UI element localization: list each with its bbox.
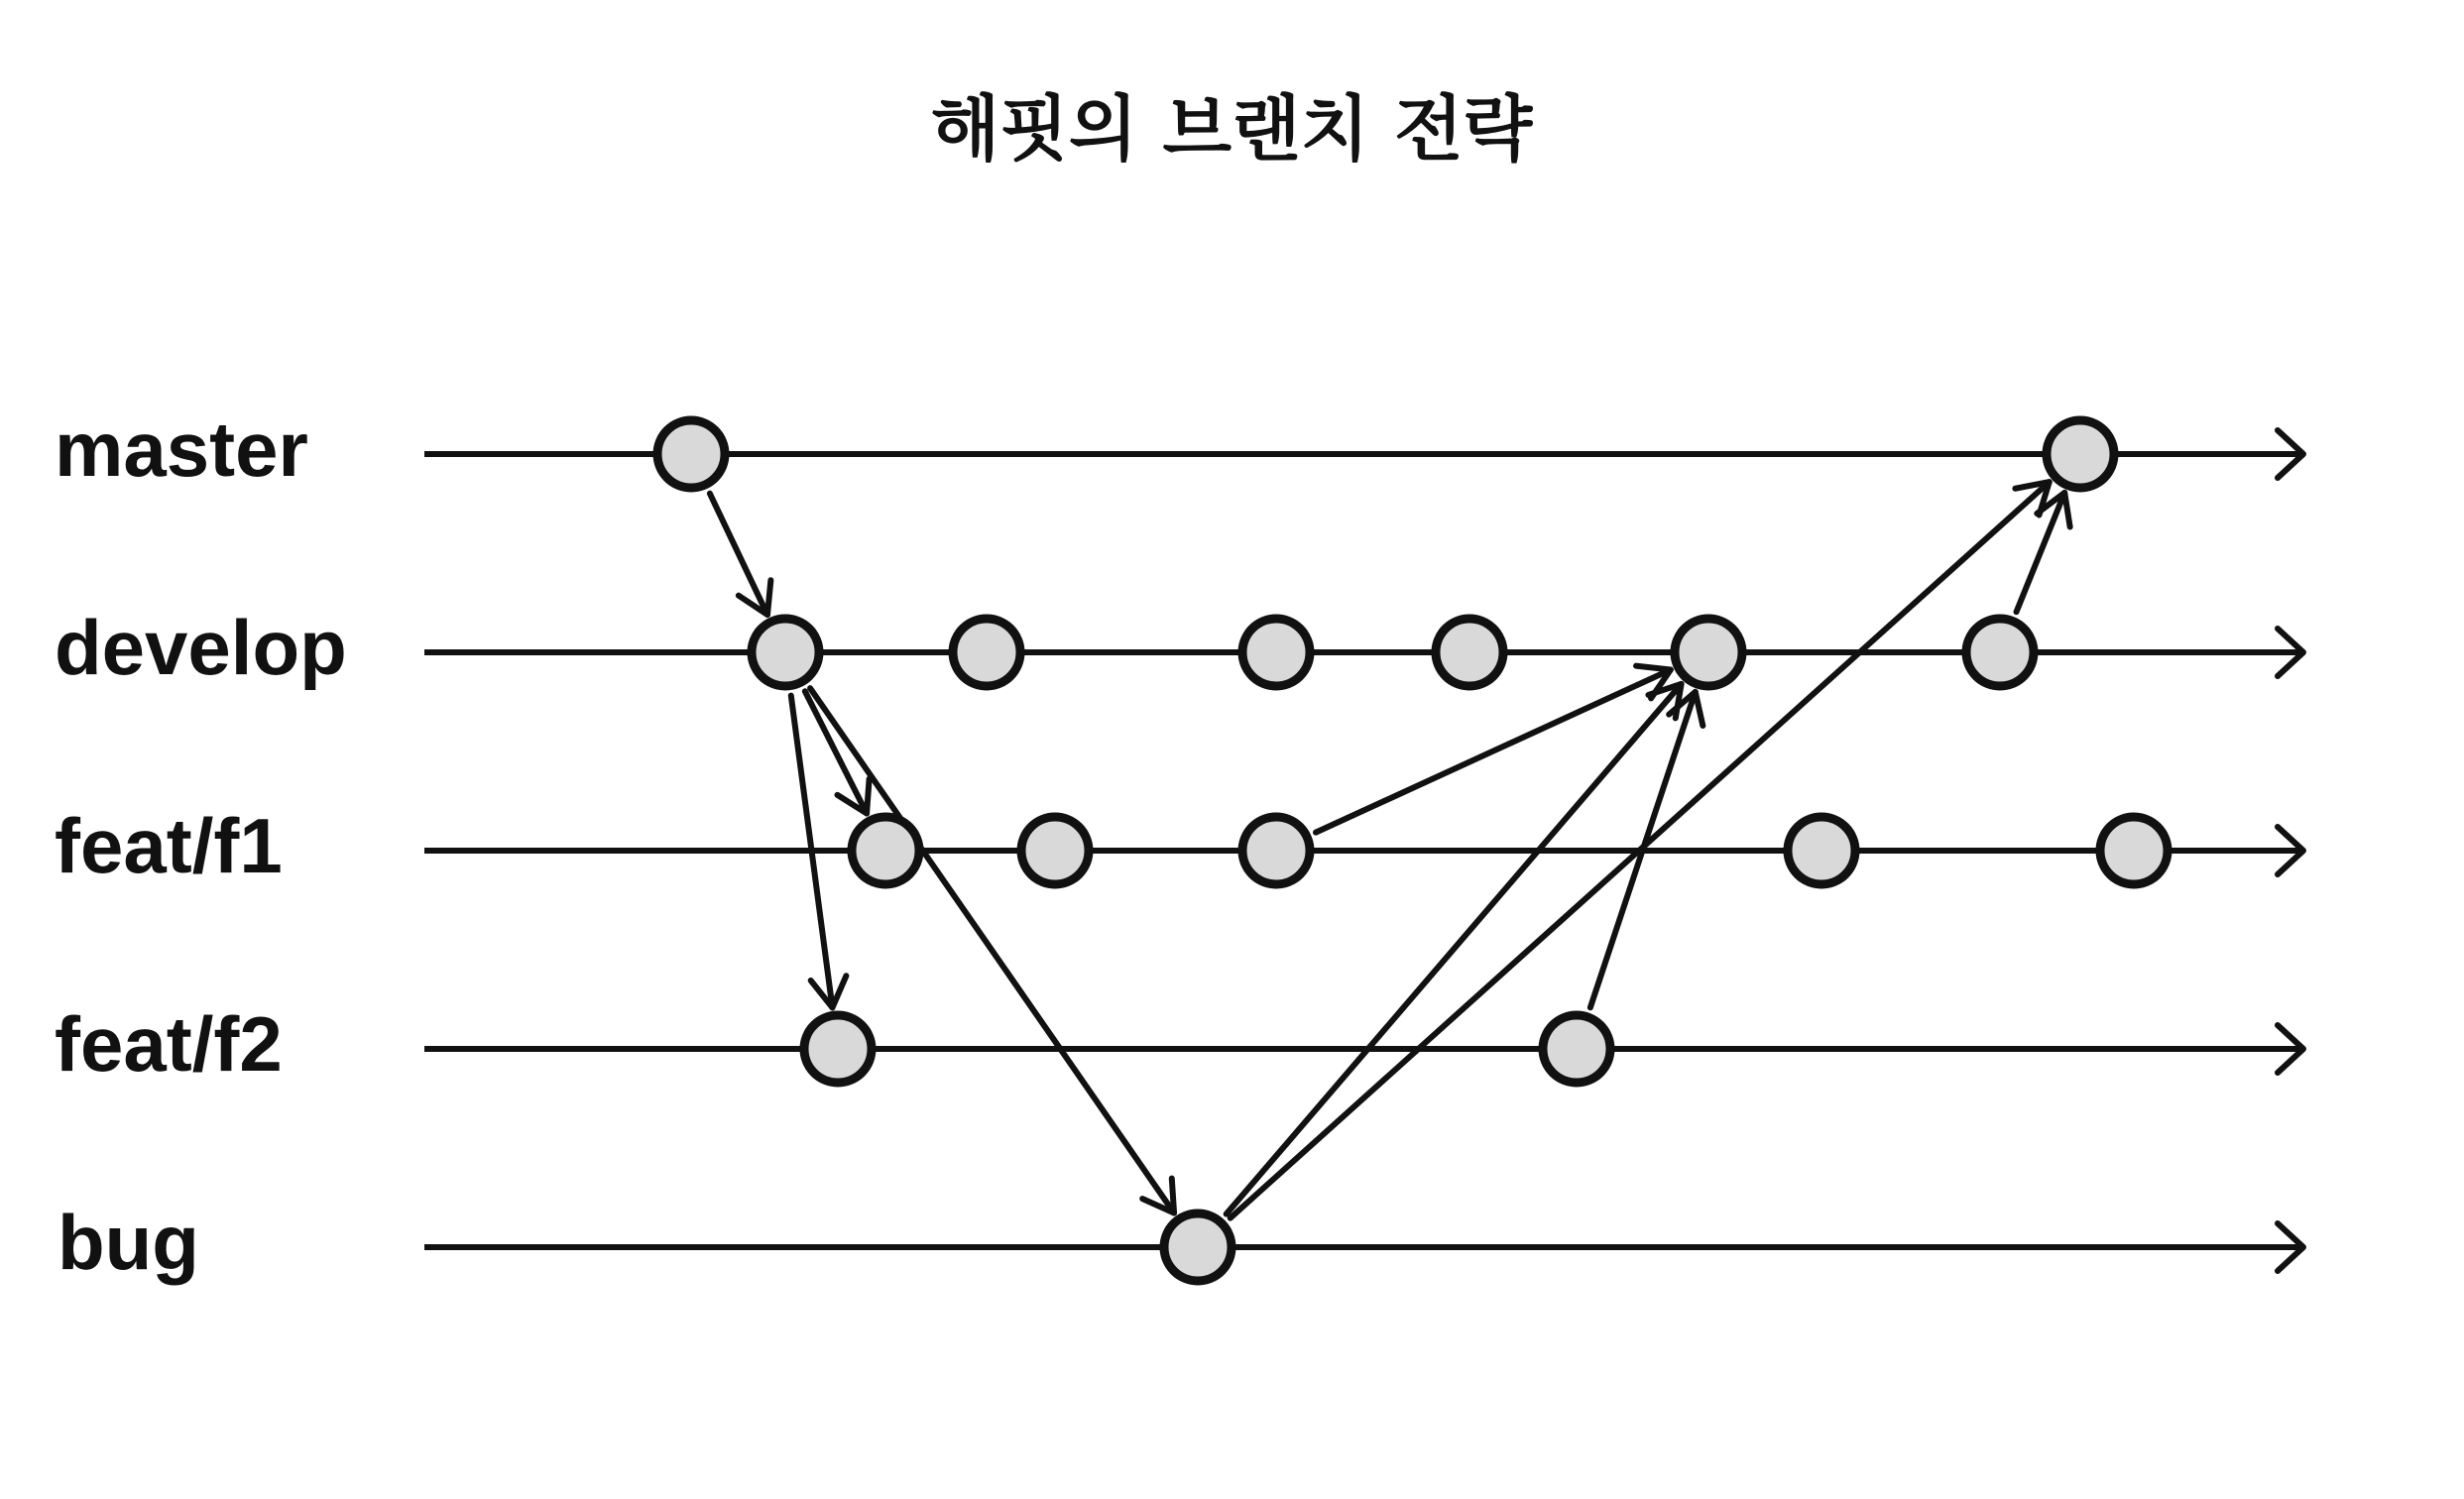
commit-d1: [752, 619, 819, 686]
commit-f1e: [2100, 817, 2168, 884]
commit-b1: [1164, 1213, 1232, 1281]
commit-f1b: [1021, 817, 1089, 884]
commit-d2: [953, 619, 1020, 686]
branch-label-develop: develop: [55, 604, 347, 691]
commit-d6: [1966, 619, 2034, 686]
branch-label-feat-f1: feat/f1: [55, 802, 283, 889]
commit-f1a: [852, 817, 919, 884]
branch-label-feat-f2: feat/f2: [55, 1000, 283, 1088]
branch-label-master: master: [55, 405, 308, 493]
commit-d4: [1436, 619, 1503, 686]
commit-d5: [1675, 619, 1742, 686]
commit-f1d: [1788, 817, 1855, 884]
diagram-title: 해핏의 브랜치 전략: [930, 87, 1533, 171]
commit-f2b: [1543, 1015, 1610, 1083]
commit-f2a: [804, 1015, 872, 1083]
branch-label-bug: bug: [58, 1199, 199, 1286]
commit-m2: [2047, 420, 2114, 488]
commit-d3: [1242, 619, 1310, 686]
commit-m1: [657, 420, 725, 488]
commit-f1c: [1242, 817, 1310, 884]
